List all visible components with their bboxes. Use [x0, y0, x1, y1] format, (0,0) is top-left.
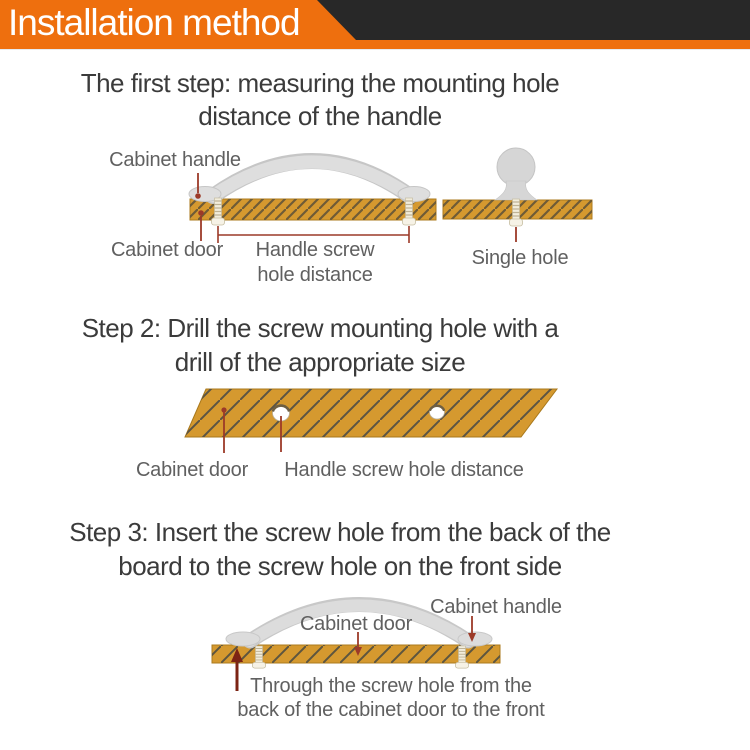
step1-knob-screw — [510, 199, 523, 226]
step2-heading — [0, 311, 640, 379]
step1-knob-shape — [495, 148, 537, 200]
step3-screw-left — [253, 646, 266, 668]
label-single-hole: Single hole — [471, 247, 569, 269]
step1-cabinet-door-board — [190, 199, 592, 220]
step2-drill-holes — [273, 405, 445, 421]
step3-heading-line1: Step 3: Insert the screw hole from the back of the — [69, 517, 611, 547]
label-cabinet-handle-step3: Cabinet handle — [430, 596, 562, 618]
step1-screw-right — [403, 198, 416, 225]
step1-heading-line2: distance of the handle — [198, 101, 442, 131]
step2-heading-line2: drill of the appropriate size — [174, 347, 466, 377]
label-handle-screw-distance-step1-line2: hole distance — [257, 264, 373, 286]
header-banner — [0, 0, 750, 50]
label-handle-screw-distance-step1-line1: Handle screw — [255, 239, 375, 261]
page-title: Installation method — [8, 2, 300, 43]
step1-screw-left — [212, 198, 225, 225]
step3-heading — [10, 515, 670, 583]
label-cabinet-door-step1: Cabinet door — [110, 239, 224, 261]
label-through-note — [230, 674, 552, 722]
step3-heading-line2: board to the screw hole on the front side — [118, 551, 562, 581]
step3-cabinet-door-board — [212, 645, 500, 663]
step2-cabinet-door-board — [185, 389, 557, 437]
step1-heading-line1: The first step: measuring the mounting hole — [80, 68, 560, 98]
label-handle-screw-distance-step2: Handle screw hole distance — [284, 459, 524, 481]
label-cabinet-handle-step1: Cabinet handle — [109, 149, 241, 171]
label-through-note-line2: back of the cabinet door to the front — [237, 699, 545, 721]
label-cabinet-door-step2: Cabinet door — [135, 459, 249, 481]
step2-diagram — [185, 389, 557, 453]
step2-pointer-lines — [221, 407, 281, 453]
step1-heading — [0, 67, 640, 133]
step1-pointer-lines — [195, 173, 204, 241]
step2-heading-line1: Step 2: Drill the screw mounting hole with a — [81, 313, 559, 343]
label-cabinet-door-step3: Cabinet door — [299, 613, 413, 635]
label-through-note-line1: Through the screw hole from the — [250, 675, 532, 697]
step3-screw-right — [456, 646, 469, 668]
label-handle-screw-distance-step1 — [235, 238, 395, 288]
